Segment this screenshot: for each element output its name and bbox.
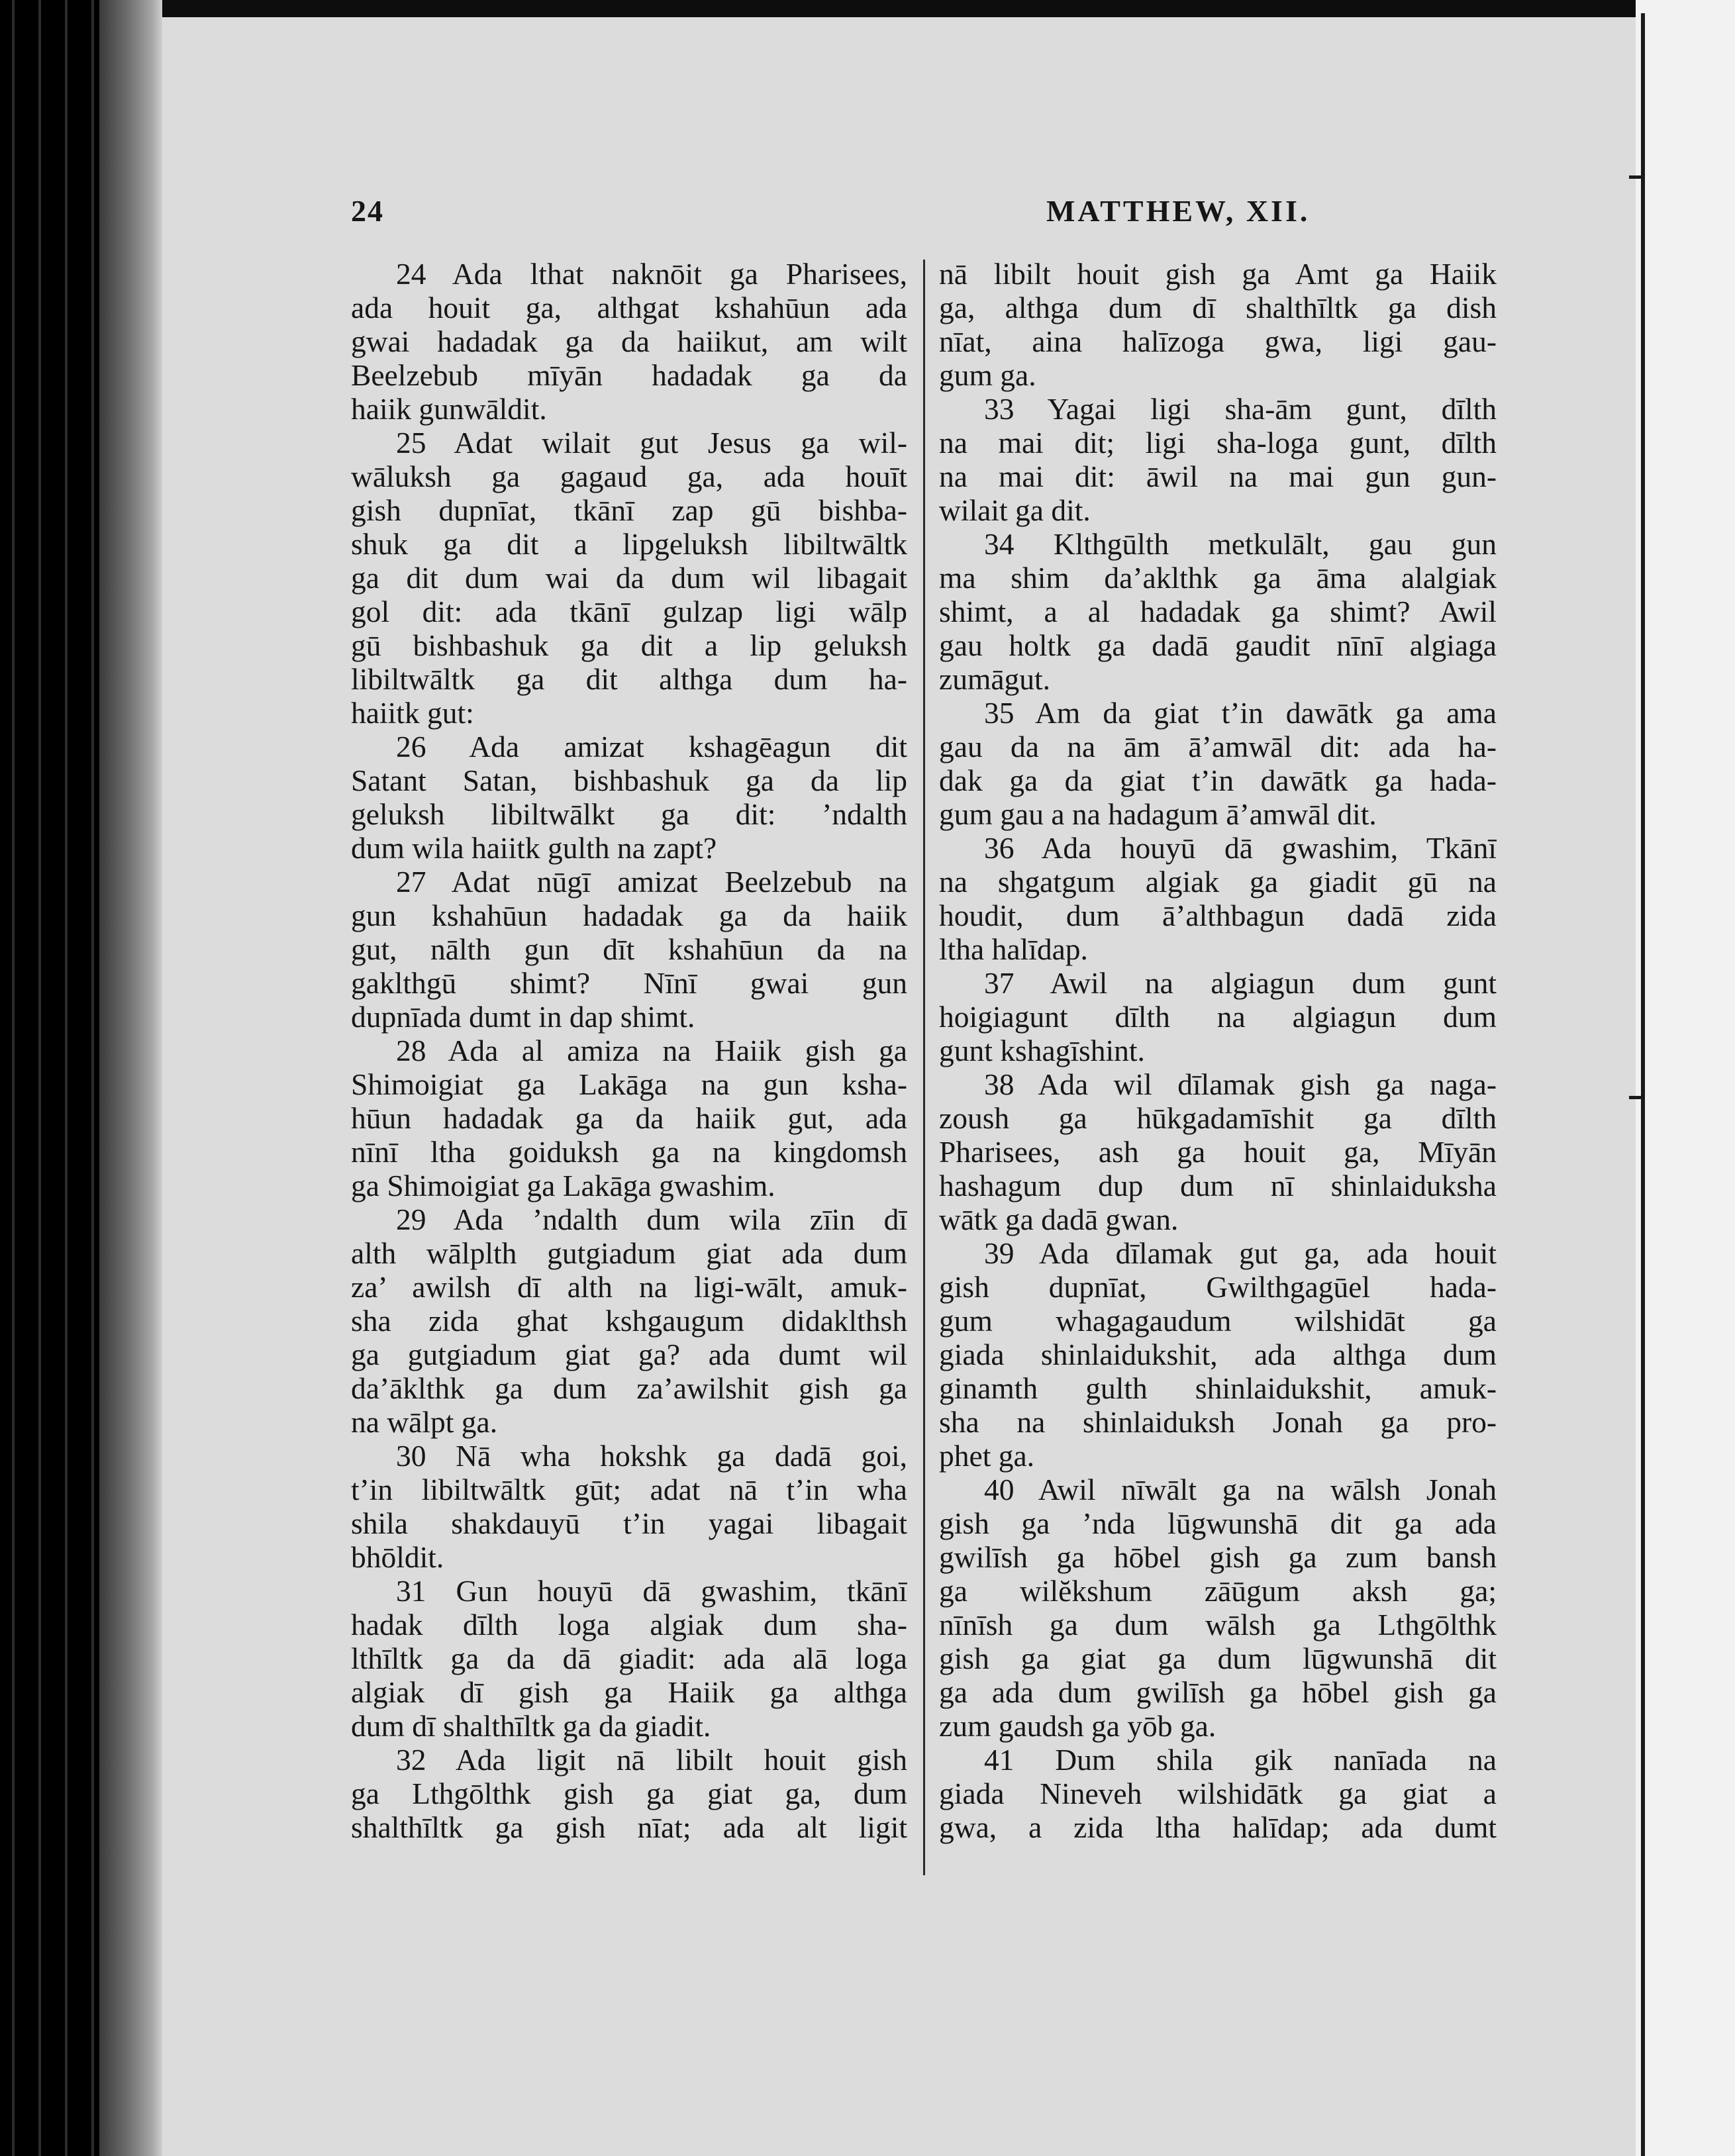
text-line: 36 Ada houyū dā gwashim, Tkānī: [984, 831, 1497, 865]
text-line: 40 Awil nīwālt ga na wālsh Jonah: [984, 1473, 1497, 1506]
text-line: Shimoigiat ga Lakāga na gun ksha-: [351, 1067, 907, 1101]
text-line: shila shakdauyū t’in yagai libagait: [351, 1506, 907, 1540]
text-line: ga wilĕkshum zāūgum aksh ga;: [939, 1574, 1497, 1608]
text-line: sha na shinlaiduksh Jonah ga pro-: [939, 1405, 1497, 1439]
text-line: wātk ga dadā gwan.: [939, 1202, 1179, 1236]
scan-top-edge: [0, 0, 1735, 17]
running-head: [351, 193, 1497, 233]
text-line: hashagum dup dum nī shinlaiduksha: [939, 1169, 1497, 1202]
text-line: zoush ga hūkgadamīshit ga dīlth: [939, 1101, 1497, 1135]
text-line: ma shim da’aklthk ga āma alalgiak: [939, 561, 1497, 595]
text-line: ga, althga dum dī shalthīltk ga dish: [939, 291, 1497, 324]
margin-tick-mark: [1629, 175, 1644, 179]
text-line: nā libilt houit gish ga Amt ga Haiik: [939, 257, 1497, 291]
text-line: gish ga giat ga dum lūgwunshā dit: [939, 1642, 1497, 1675]
text-line: gwilīsh ga hōbel gish ga zum bansh: [939, 1540, 1497, 1574]
text-line: dak ga da giat t’in dawātk ga hada-: [939, 763, 1497, 797]
text-line: 24 Ada lthat naknōit ga Pharisees,: [396, 257, 907, 291]
text-line: giada Nineveh wilshidātk ga giat a: [939, 1777, 1497, 1810]
text-line: bhōldit.: [351, 1540, 444, 1574]
text-line: gau da na ām ā’amwāl dit: ada ha-: [939, 730, 1497, 763]
text-line: gol dit: ada tkānī gulzap ligi wālp: [351, 595, 907, 628]
page-number: 24: [351, 194, 384, 228]
text-line: gaklthgū shimt? Nīnī gwai gun: [351, 966, 907, 1000]
column-divider: [923, 260, 925, 1875]
text-line: ga dit dum wai da dum wil libagait: [351, 561, 907, 595]
text-line: 32 Ada ligit nā libilt houit gish: [396, 1743, 907, 1777]
text-line: haiitk gut:: [351, 696, 474, 730]
text-line: gish dupnīat, Gwilthgagūel hada-: [939, 1270, 1497, 1304]
text-line: wilait ga dit.: [939, 493, 1091, 527]
text-line: gish ga ’nda lūgwunshā dit ga ada: [939, 1506, 1497, 1540]
text-line: ga ada dum gwilīsh ga hōbel gish ga: [939, 1675, 1497, 1709]
text-line: gwa, a zida ltha halīdap; ada dumt: [939, 1810, 1497, 1844]
text-line: gish dupnīat, tkānī zap gū bishba-: [351, 493, 907, 527]
text-line: 28 Ada al amiza na Haiik gish ga: [396, 1034, 907, 1067]
text-line: ginamth gulth shinlaidukshit, amuk-: [939, 1371, 1497, 1405]
text-line: libiltwāltk ga dit althga dum ha-: [351, 662, 907, 696]
text-line: zumāgut.: [939, 662, 1051, 696]
text-line: 38 Ada wil dīlamak gish ga naga-: [984, 1067, 1497, 1101]
text-line: na mai dit: āwil na mai gun gun-: [939, 460, 1497, 493]
text-line: da’āklthk ga dum za’awilshit gish ga: [351, 1371, 907, 1405]
text-line: 31 Gun houyū dā gwashim, tkānī: [396, 1574, 907, 1608]
text-line: ltha halīdap.: [939, 932, 1088, 966]
text-line: gut, nālth gun dīt kshahūun da na: [351, 932, 907, 966]
text-line: 41 Dum shila gik nanīada na: [984, 1743, 1497, 1777]
running-title: MATTHEW, XII.: [1046, 194, 1311, 228]
text-line: gum whagagaudum wilshidāt ga: [939, 1304, 1497, 1338]
text-line: haiik gunwāldit.: [351, 392, 547, 426]
text-line: na shgatgum algiak ga giadit gū na: [939, 865, 1497, 899]
text-line: nīnīsh ga dum wālsh ga Lthgōlthk: [939, 1608, 1497, 1642]
book-binding-shadow: [99, 0, 162, 2156]
margin-tick-mark: [1629, 1096, 1644, 1099]
text-line: nīat, aina halīzoga gwa, ligi gau-: [939, 324, 1497, 358]
text-line: 29 Ada ’ndalth dum wila zīin dī: [396, 1202, 907, 1236]
text-line: ada houit ga, althgat kshahūun ada: [351, 291, 907, 324]
text-line: gunt kshagīshint.: [939, 1034, 1145, 1067]
text-line: 25 Adat wilait gut Jesus ga wil-: [396, 426, 907, 460]
text-line: dum wila haiitk gulth na zapt?: [351, 831, 717, 865]
text-line: na wālpt ga.: [351, 1405, 498, 1439]
text-line: giada shinlaidukshit, ada althga dum: [939, 1338, 1497, 1371]
text-line: Pharisees, ash ga houit ga, Mīyān: [939, 1135, 1497, 1169]
text-line: 30 Nā wha hokshk ga dadā goi,: [396, 1439, 907, 1473]
text-line: sha zida ghat kshgaugum didaklthsh: [351, 1304, 907, 1338]
text-line: gau holtk ga dadā gaudit nīnī algiaga: [939, 628, 1497, 662]
text-line: houdit, dum ā’althbagun dadā zida: [939, 899, 1497, 932]
text-line: gwai hadadak ga da haiikut, am wilt: [351, 324, 907, 358]
text-line: 34 Klthgūlth metkulālt, gau gun: [984, 527, 1497, 561]
text-line: dupnīada dumt in dap shimt.: [351, 1000, 695, 1034]
left-text-column: [351, 257, 907, 1886]
text-line: algiak dī gish ga Haiik ga althga: [351, 1675, 907, 1709]
scan-right-margin: [1636, 0, 1735, 2156]
text-line: ga Shimoigiat ga Lakāga gwashim.: [351, 1169, 775, 1202]
text-line: hūun hadadak ga da haiik gut, ada: [351, 1101, 907, 1135]
text-line: ga gutgiadum giat ga? ada dumt wil: [351, 1338, 907, 1371]
text-line: geluksh libiltwālkt ga dit: ’ndalth: [351, 797, 907, 831]
text-line: dum dī shalthīltk ga da giadit.: [351, 1709, 711, 1743]
text-line: na mai dit; ligi sha-loga gunt, dīlth: [939, 426, 1497, 460]
text-line: 35 Am da giat t’in dawātk ga ama: [984, 696, 1497, 730]
text-line: 33 Yagai ligi sha-ām gunt, dīlth: [984, 392, 1497, 426]
text-line: Satant Satan, bishbashuk ga da lip: [351, 763, 907, 797]
text-line: phet ga.: [939, 1439, 1035, 1473]
right-text-column: [939, 257, 1497, 1886]
text-line: shalthīltk ga gish nīat; ada alt ligit: [351, 1810, 907, 1844]
text-line: 37 Awil na algiagun dum gunt: [984, 966, 1497, 1000]
text-line: gū bishbashuk ga dit a lip geluksh: [351, 628, 907, 662]
text-line: 39 Ada dīlamak gut ga, ada houit: [984, 1236, 1497, 1270]
scan-right-rule: [1641, 13, 1645, 2156]
text-line: gum ga.: [939, 358, 1036, 392]
text-line: 26 Ada amizat kshagēagun dit: [396, 730, 907, 763]
text-line: ga Lthgōlthk gish ga giat ga, dum: [351, 1777, 907, 1810]
text-line: gun kshahūun hadadak ga da haiik: [351, 899, 907, 932]
text-line: alth wālplth gutgiadum giat ada dum: [351, 1236, 907, 1270]
text-line: za’ awilsh dī alth na ligi-wālt, amuk-: [351, 1270, 907, 1304]
text-line: Beelzebub mīyān hadadak ga da: [351, 358, 907, 392]
scan-left-edge: [0, 0, 99, 2156]
text-line: gum gau a na hadagum ā’amwāl dit.: [939, 797, 1377, 831]
text-line: hoigiagunt dīlth na algiagun dum: [939, 1000, 1497, 1034]
text-line: zum gaudsh ga yōb ga.: [939, 1709, 1216, 1743]
text-line: lthīltk ga da dā giadit: ada alā loga: [351, 1642, 907, 1675]
text-line: 27 Adat nūgī amizat Beelzebub na: [396, 865, 907, 899]
text-line: wāluksh ga gagaud ga, ada houīt: [351, 460, 907, 493]
text-line: hadak dīlth loga algiak dum sha-: [351, 1608, 907, 1642]
text-line: nīnī ltha goiduksh ga na kingdomsh: [351, 1135, 907, 1169]
text-line: t’in libiltwāltk gūt; adat nā t’in wha: [351, 1473, 907, 1506]
text-line: shimt, a al hadadak ga shimt? Awil: [939, 595, 1497, 628]
text-line: shuk ga dit a lipgeluksh libiltwāltk: [351, 527, 907, 561]
